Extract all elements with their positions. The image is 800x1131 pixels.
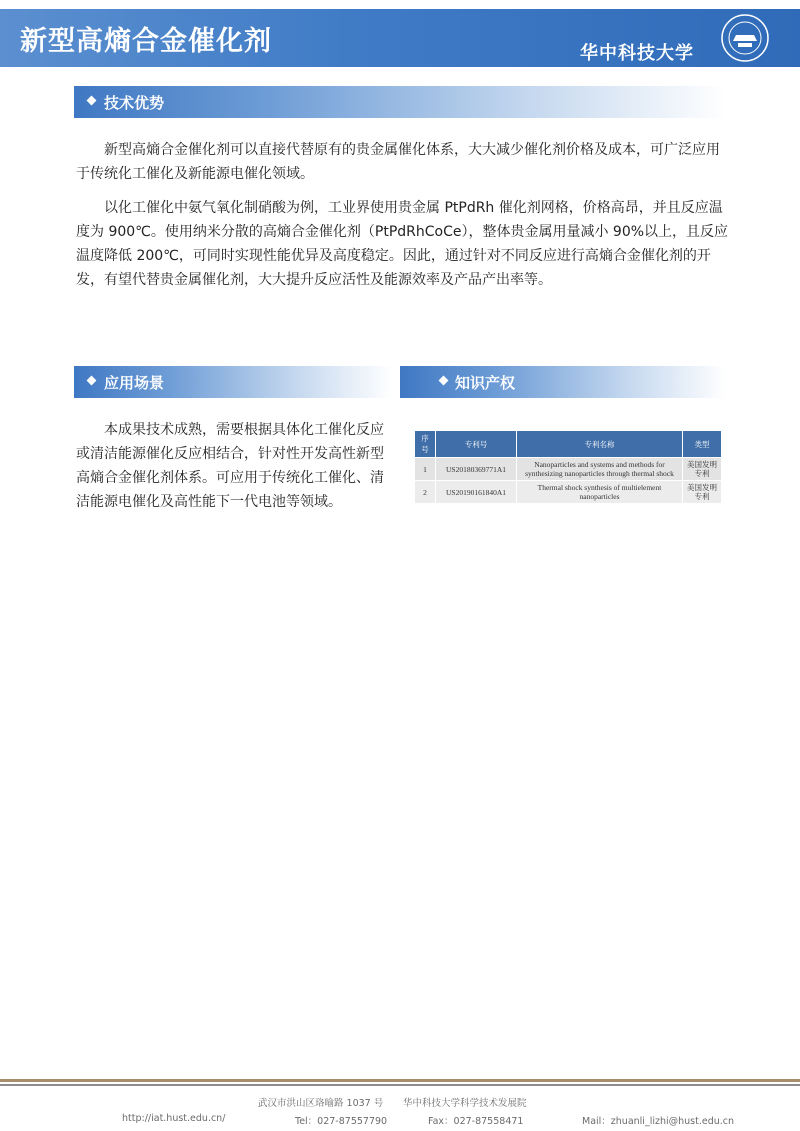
tech-paragraph-2: 以化工催化中氨气氧化制硝酸为例，工业界使用贵金属 PtPdRh 催化剂网格，价格高昂，并且反应温度为 900℃。使用纳米分散的高熵合金催化剂（PtPdRhCoCe），整体贵金属用量减小 90%以上，且反应温度降低 200℃，可同时实现性能优异及高度稳定。因此，通过针对不同反应进行高熵合金催化剂的开发，有望代替贵金属催化剂，大大提升反应活性及能源效率及产品产出率等。 <box>76 200 729 288</box>
column-header: 序号 <box>415 431 436 458</box>
table-cell: Nanoparticles and systems and methods for synthesizing nanoparticles through thermal shock <box>517 458 683 481</box>
footer-fax: Fax：027-87558471 <box>428 1116 524 1127</box>
table-cell: 美国发明专利 <box>683 458 722 481</box>
page-header <box>0 9 800 67</box>
section-applications <box>74 366 392 398</box>
section-tech-advantage <box>74 86 726 118</box>
page-title: 新型高熵合金催化剂 <box>20 26 272 57</box>
table-cell: US20190161840A1 <box>436 481 517 504</box>
table-cell: US20180369771A1 <box>436 458 517 481</box>
footer-tel: Tel：027-87557790 <box>295 1116 388 1127</box>
university-logo <box>720 13 770 63</box>
diamond-bullet-icon <box>439 376 449 386</box>
footer-divider <box>0 1079 800 1082</box>
footer-website: http://iat.hust.edu.cn/ <box>122 1113 226 1124</box>
table-cell: 1 <box>415 458 436 481</box>
section-title: 知识产权 <box>455 374 516 392</box>
column-header: 类型 <box>683 431 722 458</box>
table-row <box>415 458 722 481</box>
page-footer <box>0 1092 800 1131</box>
applications-paragraph: 本成果技术成熟，需要根据具体化工催化反应或清洁能源催化反应相结合，针对性开发高性新型高熵合金催化剂体系。可应用于传统化工催化、清洁能源电催化及高性能下一代电池等领域。 <box>76 422 384 510</box>
column-header: 专利名称 <box>517 431 683 458</box>
footer-mail: Mail：zhuanli_lizhi@hust.edu.cn <box>582 1116 735 1127</box>
section-title: 应用场景 <box>104 374 165 392</box>
section-intellectual-property <box>400 366 726 398</box>
patent-table <box>414 430 722 504</box>
university-name: 华中科技大学 <box>580 43 694 64</box>
diamond-bullet-icon <box>87 96 97 106</box>
section-title: 技术优势 <box>104 94 165 112</box>
diamond-bullet-icon <box>87 376 97 386</box>
table-header-row <box>415 431 722 458</box>
column-header: 专利号 <box>436 431 517 458</box>
footer-address: 武汉市洪山区珞喻路 1037 号 <box>258 1098 384 1109</box>
footer-organization: 华中科技大学科学技术发展院 <box>403 1098 527 1109</box>
footer-divider <box>0 1084 800 1086</box>
tech-paragraph-1: 新型高熵合金催化剂可以直接代替原有的贵金属催化体系，大大减少催化剂价格及成本，可广泛应用于传统化工催化及新能源电催化领域。 <box>76 142 720 182</box>
table-cell: 美国发明专利 <box>683 481 722 504</box>
table-cell: 2 <box>415 481 436 504</box>
table-cell: Thermal shock synthesis of multielement nanoparticles <box>517 481 683 504</box>
table-row <box>415 481 722 504</box>
